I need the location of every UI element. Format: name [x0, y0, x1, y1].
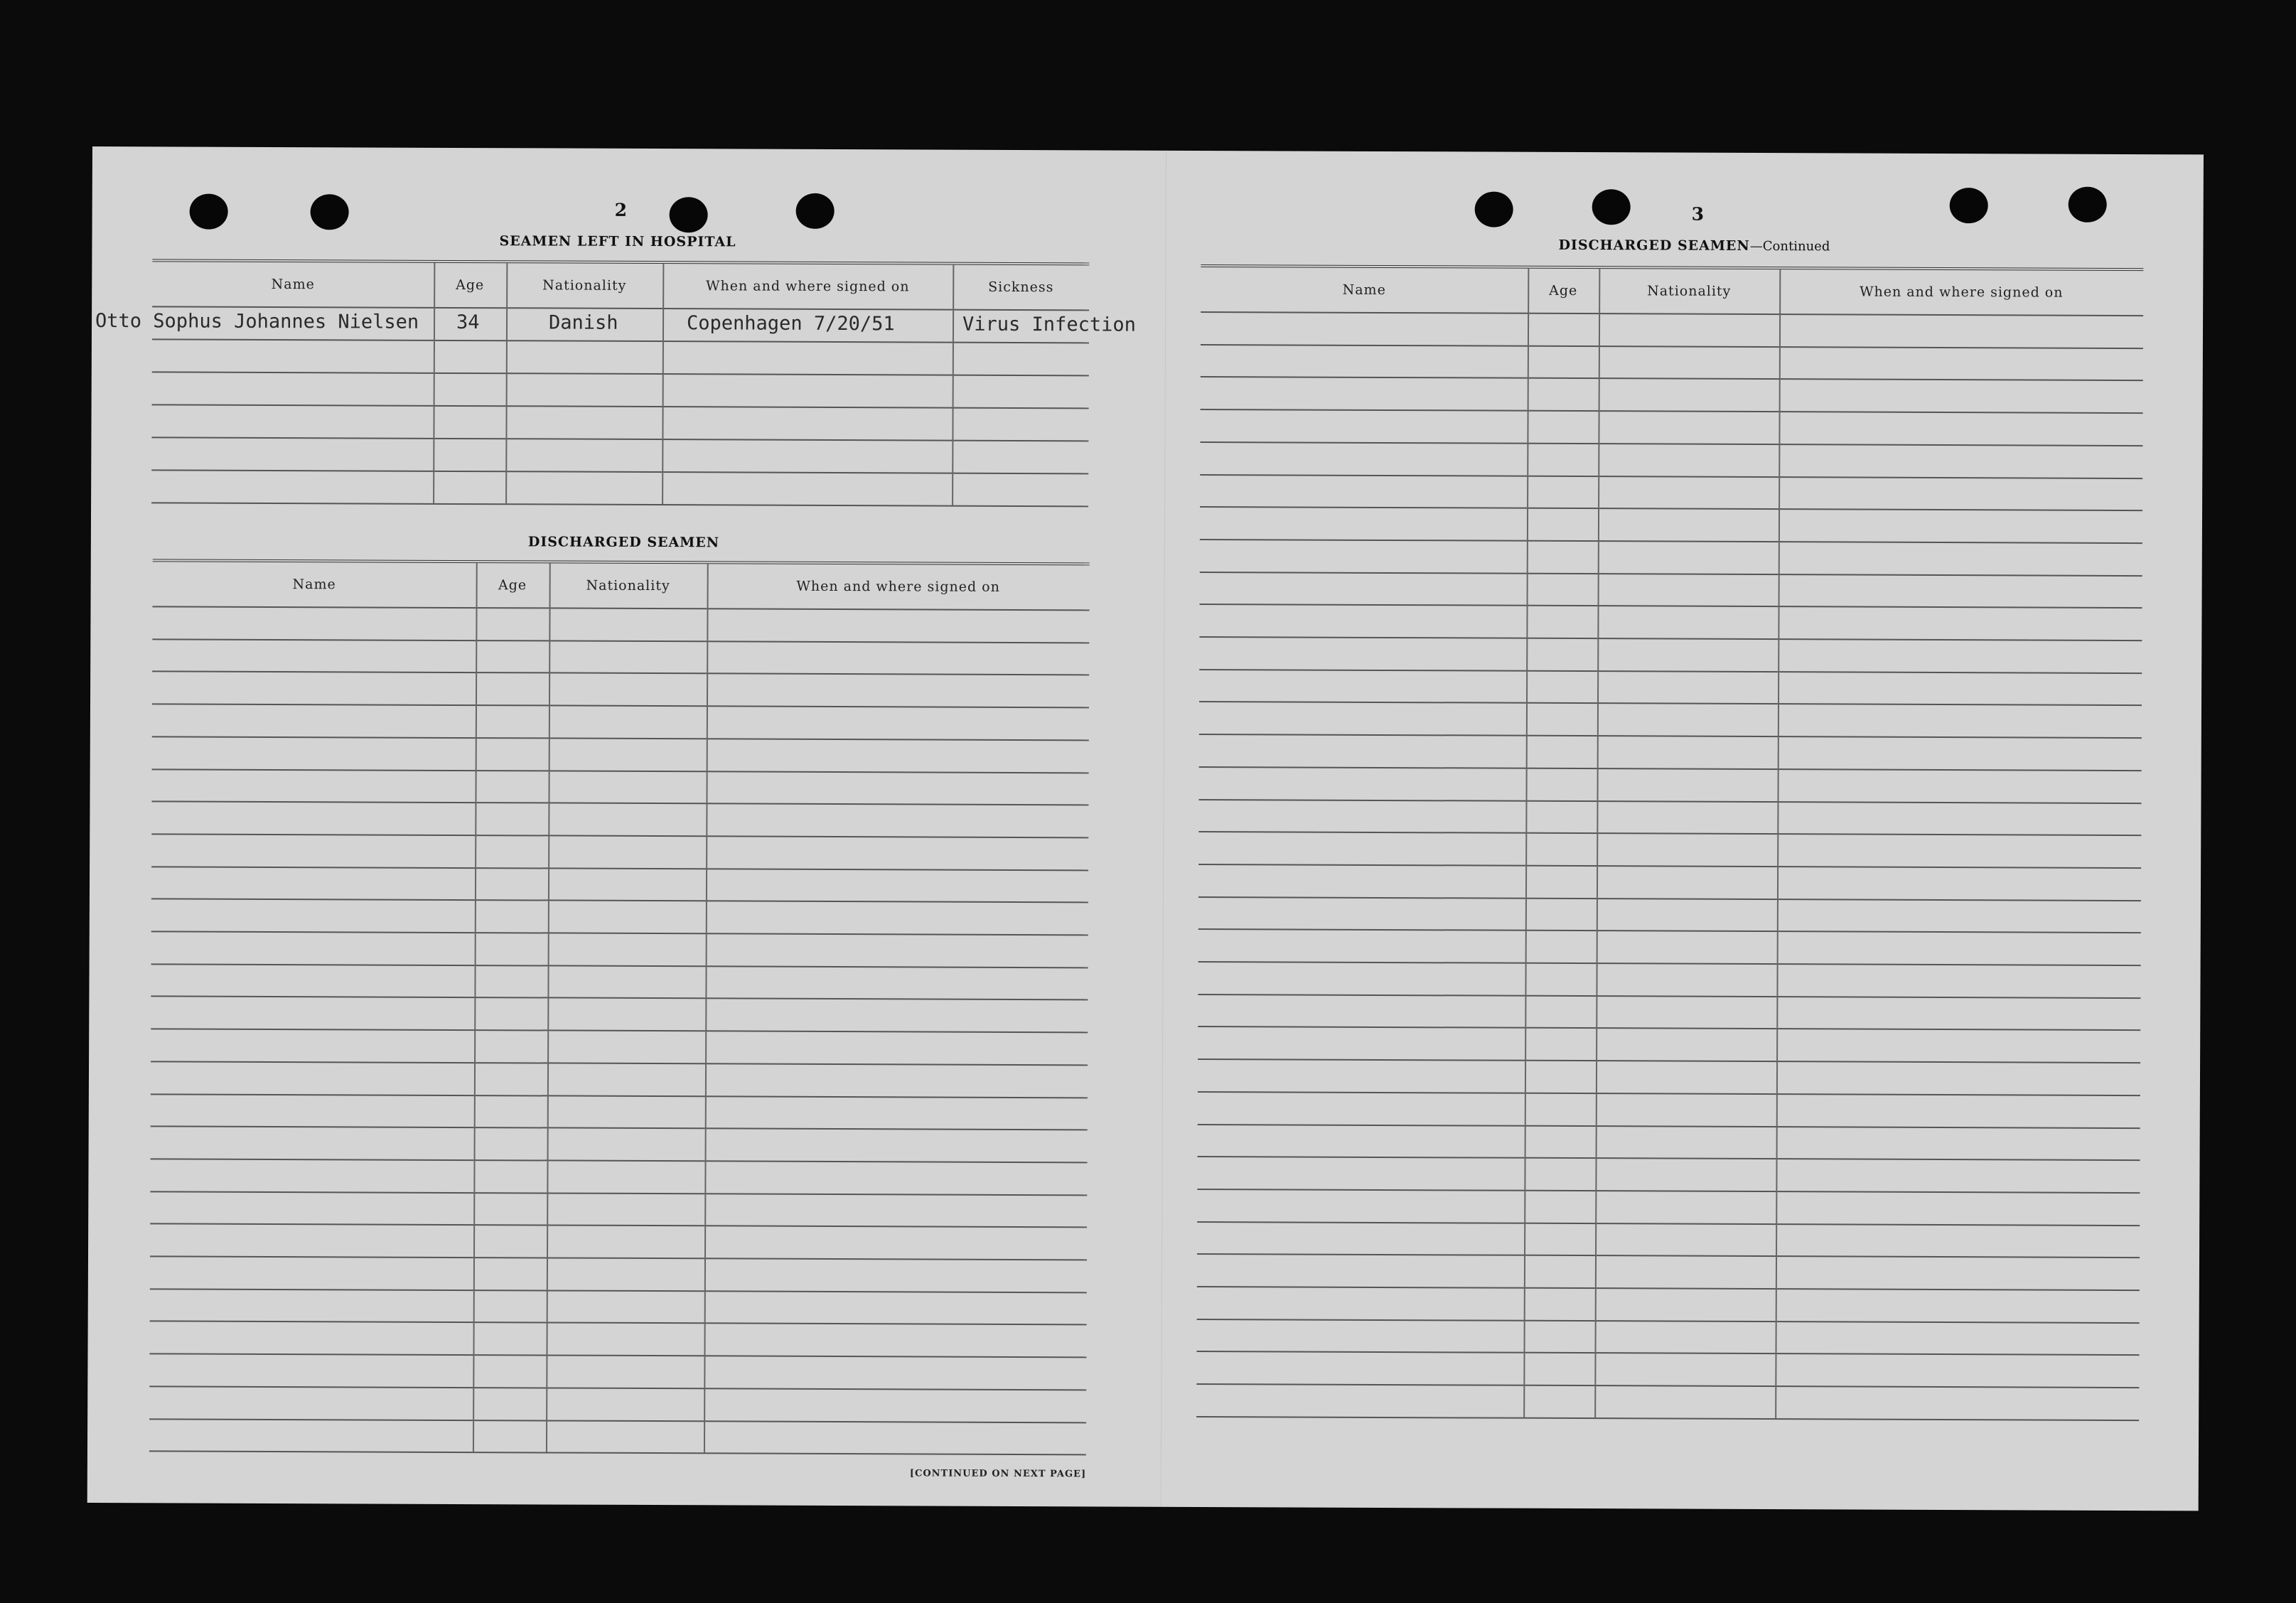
row-rule: [151, 866, 1088, 871]
row-rule: [1197, 1319, 2140, 1324]
discharged-continued-title-suffix: —Continued: [1749, 238, 1830, 254]
row-rule: [149, 1451, 1086, 1456]
row-rule: [1200, 473, 2142, 478]
discharged-continued-title-main: DISCHARGED SEAMEN: [1558, 237, 1750, 254]
row-rule: [1200, 539, 2142, 544]
row-rule: [152, 638, 1089, 643]
row-rule: [1196, 1351, 2139, 1356]
row-rule: [1198, 864, 2141, 869]
punch-hole-4: [796, 193, 835, 229]
row-rule: [151, 833, 1088, 838]
column-rule: [662, 264, 664, 504]
column-rule: [1594, 269, 1600, 1417]
punch-hole-5: [1475, 191, 1513, 227]
column-header-nationality: Nationality: [542, 277, 627, 294]
row-rule: [151, 436, 1088, 441]
row-rule: [151, 1126, 1088, 1131]
row-rule: [151, 469, 1088, 474]
row-rule: [149, 1418, 1086, 1423]
row-rule: [151, 996, 1088, 1001]
column-rule: [505, 263, 508, 503]
left-page-number: 2: [614, 199, 628, 220]
row-rule: [150, 1223, 1087, 1228]
discharged-continued-title: [1558, 237, 1830, 254]
row-rule: [1198, 1091, 2140, 1096]
row-rule: [1199, 766, 2142, 771]
column-header-when-and-where-signed-on: When and where signed on: [705, 278, 910, 295]
column-header-age: Age: [498, 577, 527, 594]
row-rule: [151, 931, 1088, 935]
row-rule: [151, 899, 1088, 904]
row-rule: [1198, 798, 2141, 803]
row-rule: [150, 1321, 1087, 1326]
row-rule: [1198, 961, 2141, 966]
row-rule: [1199, 636, 2142, 641]
column-header-nationality: Nationality: [586, 577, 670, 594]
hospital-name-cell: Otto Sophus Johannes Nielsen: [95, 310, 419, 333]
punch-hole-3: [670, 197, 708, 232]
row-rule: [1201, 344, 2143, 349]
punch-hole-1: [190, 194, 228, 230]
column-header-when-and-where-signed-on: When and where signed on: [796, 578, 1000, 595]
row-rule: [1198, 1058, 2140, 1063]
row-rule: [151, 801, 1088, 806]
row-rule: [152, 703, 1089, 708]
hospital-age-cell: 34: [456, 311, 480, 334]
right-page-number: 3: [1691, 203, 1705, 225]
row-rule: [1199, 734, 2142, 739]
hospital-signed-on-cell: Copenhagen 7/20/51: [686, 312, 895, 336]
row-rule: [1200, 506, 2142, 511]
row-rule: [1198, 928, 2141, 933]
discharged-table: [149, 559, 1090, 1454]
punch-hole-2: [311, 194, 349, 230]
row-rule: [1199, 701, 2142, 706]
column-rule: [1523, 269, 1529, 1417]
row-rule: [1201, 376, 2143, 381]
row-rule: [152, 768, 1089, 773]
punch-hole-6: [1592, 189, 1631, 225]
row-rule: [1200, 441, 2142, 446]
row-rule: [1200, 604, 2142, 609]
row-rule: [1196, 1383, 2139, 1388]
column-header-name: Name: [1342, 282, 1386, 298]
column-header-sickness: Sickness: [988, 279, 1054, 296]
manifest-sheet: [87, 146, 2204, 1511]
row-rule: [1197, 1286, 2140, 1291]
hospital-table: [95, 259, 1136, 473]
row-rule: [1198, 994, 2140, 999]
column-rule: [704, 564, 709, 1452]
row-rule: [151, 1158, 1088, 1163]
row-rule: [1198, 1026, 2140, 1031]
hospital-section-title: SEAMEN LEFT IN HOSPITAL: [499, 233, 736, 250]
column-rule: [952, 265, 954, 505]
row-rule: [1201, 409, 2143, 414]
row-rule: [1198, 1123, 2140, 1128]
page-fold: [1161, 151, 1166, 1507]
row-rule: [150, 1288, 1087, 1293]
column-header-age: Age: [1549, 282, 1578, 299]
hospital-sickness-cell: Virus Infection: [962, 313, 1136, 336]
row-rule: [1197, 1189, 2140, 1194]
column-header-name: Name: [271, 276, 315, 293]
discharged-continued-table: [1196, 264, 2143, 1420]
row-rule: [150, 1255, 1087, 1260]
row-rule: [152, 404, 1089, 409]
column-header-nationality: Nationality: [1647, 283, 1732, 299]
row-rule: [152, 736, 1089, 741]
column-rule: [1775, 269, 1781, 1418]
row-rule: [151, 1093, 1088, 1098]
row-rule: [151, 1061, 1088, 1066]
column-header-name: Name: [292, 577, 336, 593]
column-rule: [473, 563, 478, 1452]
row-rule: [1198, 896, 2141, 901]
row-rule: [151, 502, 1088, 507]
column-rule: [546, 563, 551, 1452]
row-rule: [1197, 1253, 2140, 1258]
discharged-section-title: DISCHARGED SEAMEN: [527, 534, 720, 551]
row-rule: [152, 671, 1089, 676]
row-rule: [151, 1028, 1088, 1033]
punch-hole-7: [1950, 188, 1988, 223]
row-rule: [152, 338, 1089, 343]
row-rule: [150, 1191, 1087, 1196]
row-rule: [149, 1353, 1086, 1358]
continued-note: [CONTINUED ON NEXT PAGE]: [909, 1468, 1087, 1480]
row-rule: [1197, 1221, 2140, 1226]
column-header-when-and-where-signed-on: When and where signed on: [1859, 284, 2064, 301]
hospital-nationality-cell: Danish: [548, 311, 618, 334]
row-rule: [1200, 572, 2142, 577]
column-rule: [433, 263, 435, 503]
row-rule: [151, 963, 1088, 968]
punch-hole-8: [2069, 187, 2107, 223]
row-rule: [1198, 1156, 2140, 1161]
row-rule: [1199, 669, 2142, 674]
row-rule: [1198, 831, 2141, 836]
column-header-age: Age: [456, 277, 485, 294]
row-rule: [149, 1385, 1086, 1390]
row-rule: [152, 371, 1089, 376]
row-rule: [1196, 1416, 2139, 1421]
